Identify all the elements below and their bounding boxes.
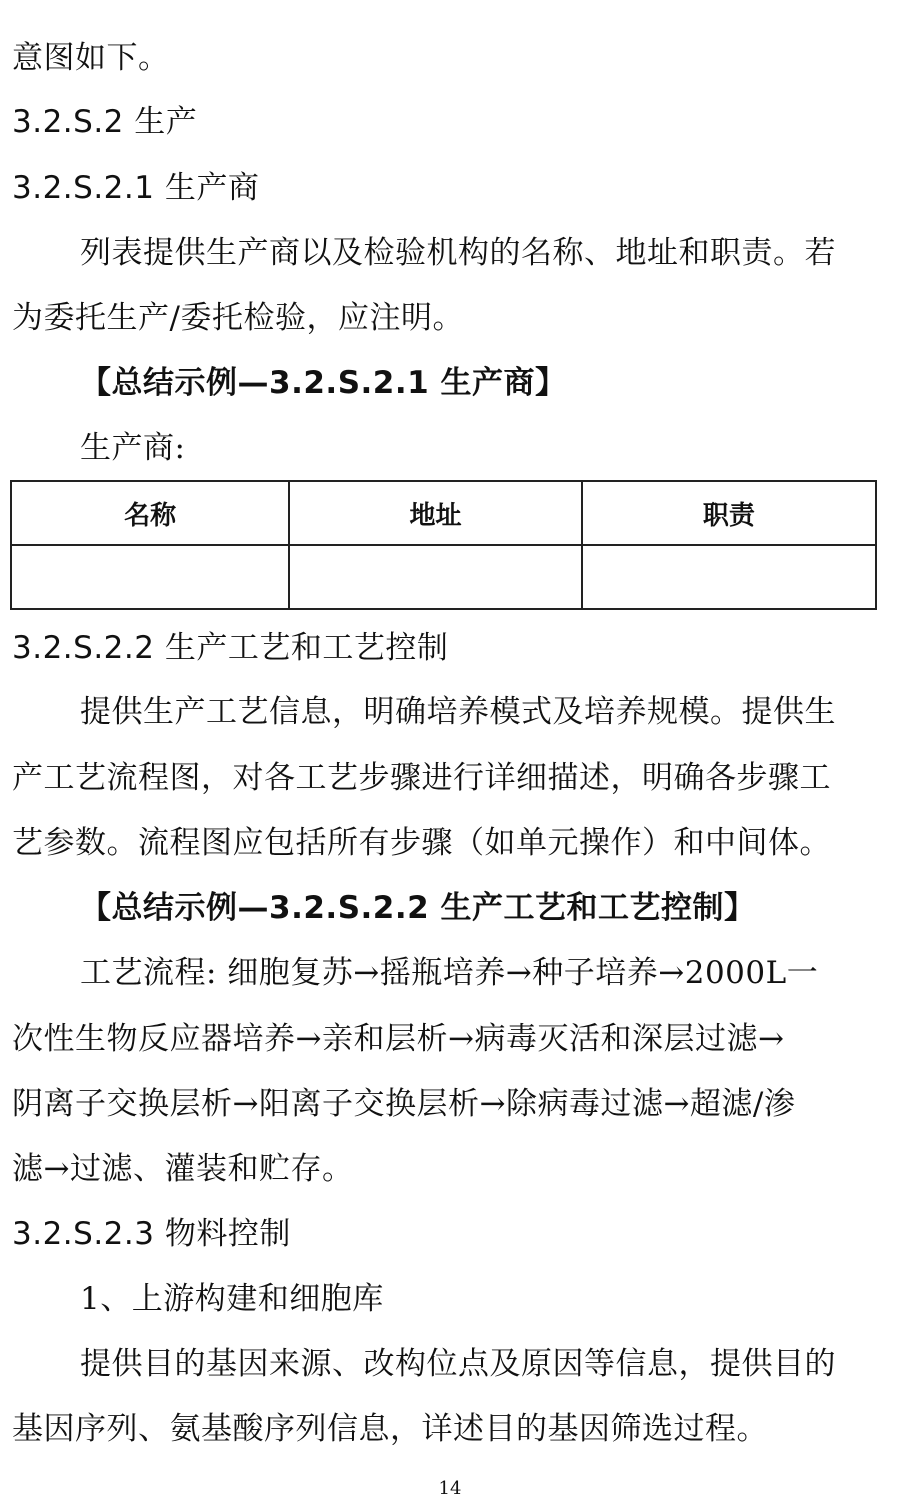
section-heading: 3.2.S.2.2 生产工艺和工艺控制 [12, 630, 449, 666]
paragraph-line: 提供生产工艺信息，明确培养模式及培养规模。提供生 [80, 694, 836, 730]
paragraph-line: 艺参数。流程图应包括所有步骤（如单元操作）和中间体。 [12, 825, 831, 861]
manufacturer-table [10, 480, 877, 610]
paragraph-line: 列表提供生产商以及检验机构的名称、地址和职责。若 [80, 235, 836, 271]
table-cell [582, 545, 876, 609]
paragraph-line: 基因序列、氨基酸序列信息，详述目的基因筛选过程。 [12, 1411, 768, 1447]
paragraph-line: 提供目的基因来源、改构位点及原因等信息，提供目的 [80, 1346, 836, 1382]
example-heading: 【总结示例—3.2.S.2.1 生产商】 [80, 365, 567, 401]
table-row [11, 545, 876, 609]
column-header-name: 名称 [11, 481, 289, 545]
text-line: 意图如下。 [12, 40, 170, 76]
table-caption: 生产商: [80, 430, 186, 466]
section-heading: 3.2.S.2 生产 [12, 104, 198, 140]
table-header-row [11, 481, 876, 545]
table-cell [11, 545, 289, 609]
table-cell [289, 545, 581, 609]
paragraph-line: 次性生物反应器培养→亲和层析→病毒灭活和深层过滤→ [12, 1021, 785, 1057]
column-header-duty: 职责 [582, 481, 876, 545]
page-number: 14 [438, 1478, 462, 1499]
subsection-heading: 1、上游构建和细胞库 [80, 1281, 384, 1317]
paragraph-line: 工艺流程: 细胞复苏→摇瓶培养→种子培养→2000L一 [80, 955, 819, 991]
paragraph-line: 产工艺流程图，对各工艺步骤进行详细描述，明确各步骤工 [12, 760, 831, 796]
paragraph-line: 阴离子交换层析→阳离子交换层析→除病毒过滤→超滤/渗 [12, 1086, 796, 1122]
example-heading: 【总结示例—3.2.S.2.2 生产工艺和工艺控制】 [80, 890, 756, 926]
section-heading: 3.2.S.2.1 生产商 [12, 170, 260, 206]
paragraph-line: 为委托生产/委托检验，应注明。 [12, 300, 464, 336]
section-heading: 3.2.S.2.3 物料控制 [12, 1216, 291, 1252]
paragraph-line: 滤→过滤、灌装和贮存。 [12, 1151, 354, 1187]
column-header-address: 地址 [289, 481, 581, 545]
